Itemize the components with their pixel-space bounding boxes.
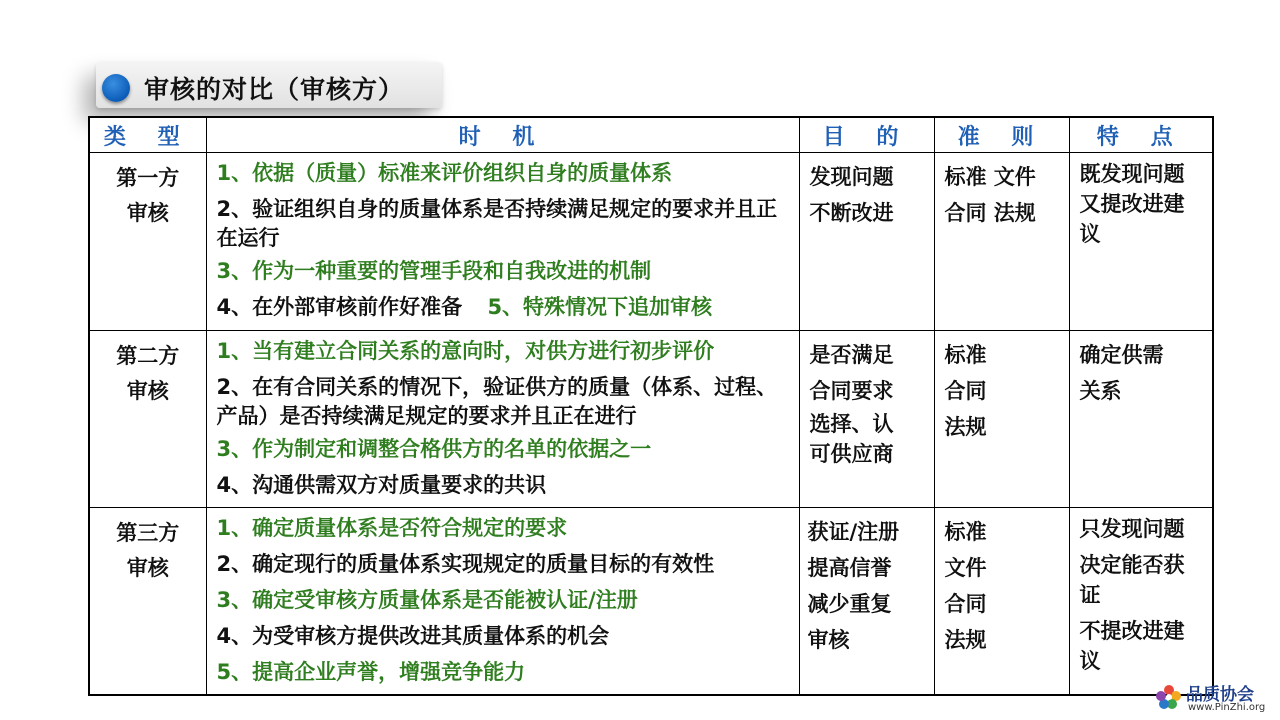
criteria-cell [934,508,1069,696]
type-label: 第一方 [116,166,180,190]
timing-item: 3、确定受审核方质量体系是否能被认证/注册 [216,588,638,612]
features-cell [1069,331,1213,508]
type-cell [89,153,206,331]
criteria-item: 标准 [944,520,987,544]
criteria-item: 法规 [944,628,987,652]
timing-item-extra: 5、特殊情况下追加审核 [487,295,713,319]
table-header-row [89,117,1213,153]
table-row [89,508,1213,696]
criteria-item: 标准 [944,343,987,367]
timing-item: 2、验证组织自身的质量体系是否持续满足规定的要求并且正在运行 [216,197,778,250]
audit-comparison-table [88,116,1214,696]
criteria-item: 法规 [944,415,987,439]
type-label: 第三方 [116,521,180,545]
purpose-item: 减少重复 [807,592,892,616]
purpose-item: 发现问题 [809,165,894,189]
criteria-item: 合同 法规 [944,201,1036,225]
criteria-item: 合同 [944,379,987,403]
header-type: 类 型 [89,117,206,153]
features-cell [1069,153,1213,331]
purpose-cell [799,153,934,331]
type-cell [89,508,206,696]
timing-cell [206,508,799,696]
watermark-name: 品质协会 [1186,685,1254,705]
timing-item: 4、在外部审核前作好准备 [216,295,463,319]
criteria-cell [934,153,1069,331]
purpose-cell [799,331,934,508]
timing-item: 5、提高企业声誉，增强竞争能力 [216,660,526,684]
features-item: 决定能否获证 [1079,553,1185,607]
timing-cell [206,153,799,331]
type-label: 第二方 [116,344,180,368]
criteria-item: 文件 [944,556,987,580]
table-row [89,331,1213,508]
header-purpose: 目 的 [799,117,934,153]
flower-logo-icon [1156,684,1182,710]
type-cell [89,331,206,508]
watermark [1156,680,1276,720]
purpose-cell [799,508,934,696]
criteria-item: 合同 [944,592,987,616]
features-item: 既发现问题又提改进建议 [1079,162,1185,246]
timing-item-combined [217,293,799,322]
timing-item: 3、作为一种重要的管理手段和自我改进的机制 [216,259,652,283]
features-cell [1069,508,1213,696]
type-label: 审核 [126,379,169,403]
purpose-item: 获证/注册 [807,520,900,544]
purpose-item: 可供应商 [809,442,894,466]
timing-cell [206,331,799,508]
timing-item: 3、作为制定和调整合格供方的名单的依据之一 [216,437,652,461]
slide-title: 审核的对比（审核方） [144,75,405,104]
bullet-dot-icon [102,74,130,102]
timing-item: 4、沟通供需双方对质量要求的共识 [216,473,547,497]
timing-item: 1、依据（质量）标准来评价组织自身的质量体系 [216,161,673,185]
purpose-item: 选择、认 [809,412,894,436]
timing-item: 2、确定现行的质量体系实现规定的质量目标的有效性 [216,552,715,576]
features-item: 不提改进建议 [1079,619,1185,673]
timing-item: 1、当有建立合同关系的意向时，对供方进行初步评价 [216,339,715,363]
timing-item: 2、在有合同关系的情况下，验证供方的质量（体系、过程、产品）是否持续满足规定的要求并且正在进行 [216,375,778,428]
timing-item: 1、确定质量体系是否符合规定的要求 [216,516,568,540]
purpose-item: 提高信誉 [807,556,892,580]
purpose-item: 审核 [807,628,850,652]
table-row [89,153,1213,331]
features-item: 确定供需 [1079,343,1164,367]
purpose-item: 合同要求 [809,379,894,403]
type-label: 审核 [126,201,169,225]
header-criteria: 准 则 [934,117,1069,153]
timing-item: 4、为受审核方提供改进其质量体系的机会 [216,624,610,648]
purpose-item: 不断改进 [809,201,894,225]
features-item: 只发现问题 [1079,517,1185,541]
type-label: 审核 [126,556,169,580]
watermark-url: www.PinZhi.org [1188,702,1266,713]
header-features: 特 点 [1069,117,1213,153]
criteria-cell [934,331,1069,508]
criteria-item: 标准 文件 [944,165,1036,189]
features-item: 关系 [1079,379,1122,403]
slide-title-tab [96,62,442,108]
purpose-item: 是否满足 [809,343,894,367]
header-timing: 时 机 [206,117,799,153]
